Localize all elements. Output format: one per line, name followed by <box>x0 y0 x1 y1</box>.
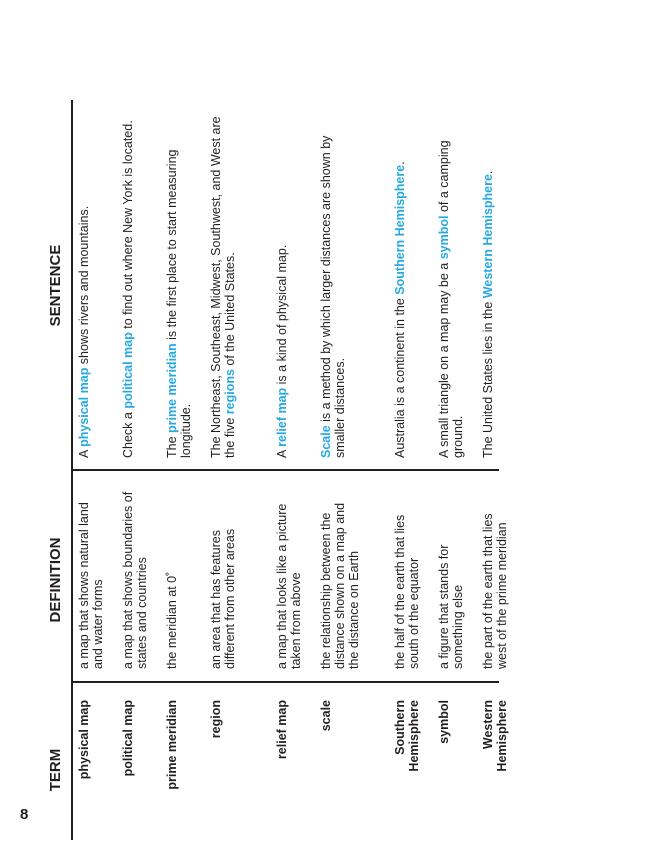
term-cell: political map <box>121 700 135 777</box>
sentence-text: is the first place to start measuring longitude. <box>165 149 193 458</box>
term-cell <box>481 700 509 840</box>
sentence-cell <box>209 113 237 458</box>
sentence-cell <box>275 113 289 458</box>
sentence-text: The <box>165 432 179 458</box>
sentence-text: Check a <box>121 408 135 458</box>
definition-cell: a figure that stands for something else <box>437 544 465 669</box>
definition-cell: a map that looks like a picture taken from above <box>275 503 303 669</box>
sentence-text: . <box>481 170 495 175</box>
highlighted-term: Western Hemisphere <box>481 174 495 299</box>
definition-cell: an area that has features different from other areas <box>209 528 237 669</box>
sentence-text: of a camping ground. <box>437 140 465 458</box>
sentence-text: to find out where New York is located. <box>121 120 135 333</box>
definition-cell: the relationship between the distance shown on a map and the distance on Earth <box>319 502 361 669</box>
sentence-cell <box>481 113 495 458</box>
sentence-cell <box>437 113 465 458</box>
sentence-text: The United States lies in the <box>481 298 495 458</box>
term-line: Southern <box>393 700 407 755</box>
term-cell: physical map <box>77 700 91 780</box>
sentence-text: of the United States. <box>223 252 237 370</box>
sentence-cell <box>319 113 347 458</box>
definition-cell: the part of the earth that lies west of the prime meridian <box>481 513 509 669</box>
highlighted-term: physical map <box>77 367 91 447</box>
definition-cell: the meridian at 0˚ <box>165 571 179 669</box>
highlighted-term: prime meridian <box>165 343 179 433</box>
sentence-cell <box>165 113 193 458</box>
header-term: TERM <box>47 748 64 792</box>
sentence-text: is a method by which larger distances are shown by smaller distances. <box>319 135 347 458</box>
term-line: Hemisphere <box>495 700 509 772</box>
sentence-text: is a kind of physical map. <box>275 244 289 388</box>
sentence-text: A small triangle on a map may be a <box>437 259 451 458</box>
column-divider-2 <box>73 470 499 472</box>
highlighted-term: Scale <box>319 425 333 458</box>
sentence-cell <box>393 113 407 458</box>
page-number: 8 <box>20 806 29 823</box>
definition-cell: the half of the earth that lies south of the equator <box>393 514 421 669</box>
sentence-cell <box>121 113 135 458</box>
highlighted-term: relief map <box>275 387 289 447</box>
term-line: Hemisphere <box>407 700 421 772</box>
term-cell: symbol <box>437 700 451 744</box>
sentence-text: Australia is a continent in the <box>393 294 407 458</box>
sentence-text: The Northeast, Southeast, Midwest, Southwest, and West are the five <box>209 116 237 458</box>
vocabulary-table <box>45 100 509 840</box>
highlighted-term: Southern Hemisphere <box>393 164 407 295</box>
highlighted-term: regions <box>223 369 237 415</box>
header-definition: DEFINITION <box>47 537 64 623</box>
highlighted-term: symbol <box>437 215 451 260</box>
definition-cell: a map that shows natural land and water forms <box>77 502 105 669</box>
sentence-text: A <box>275 446 289 458</box>
sentence-text: . <box>393 161 407 165</box>
term-cell: scale <box>319 700 333 732</box>
term-cell: relief map <box>275 700 289 760</box>
column-divider-1 <box>73 682 499 684</box>
sentence-cell <box>77 113 91 458</box>
header-sentence: SENTENCE <box>47 244 64 327</box>
term-line: Western <box>481 700 495 750</box>
term-cell: prime meridian <box>165 700 179 790</box>
term-cell: region <box>209 700 223 739</box>
term-cell <box>393 700 421 840</box>
definition-cell: a map that shows boundaries of states and countries <box>121 491 149 669</box>
sentence-text: A <box>77 446 91 458</box>
highlighted-term: political map <box>121 332 135 409</box>
sentence-text: shows rivers and mountains. <box>77 205 91 368</box>
